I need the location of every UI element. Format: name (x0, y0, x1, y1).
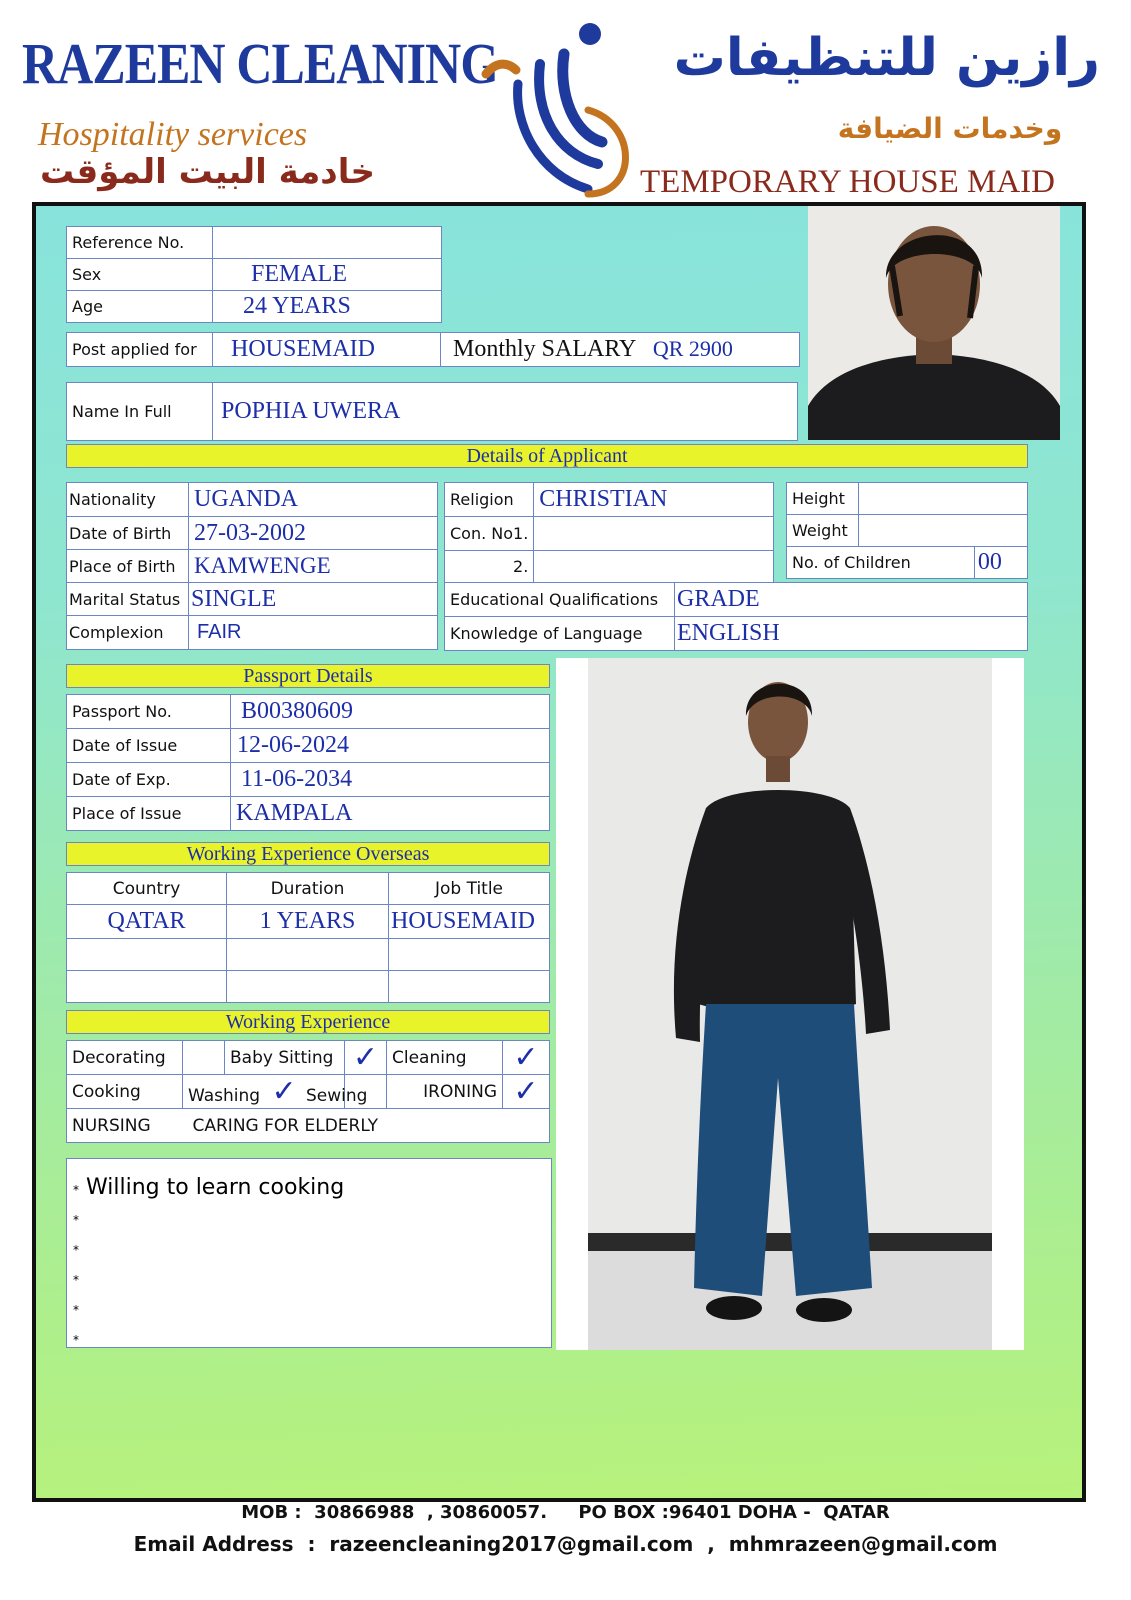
physical-table (786, 482, 1028, 579)
note-bullet: * (73, 1303, 79, 1317)
language-label: Knowledge of Language (445, 617, 675, 651)
education-value: GRADE (675, 583, 1028, 617)
sex-label: Sex (67, 259, 213, 291)
issue-place-label: Place of Issue (67, 797, 231, 831)
note-bullet: * (73, 1183, 79, 1197)
full-body-illustration (556, 658, 1024, 1350)
footer-email: Email Address : razeencleaning2017@gmail.com , mhmrazeen@gmail.com (133, 1532, 998, 1556)
brand-name-en: RAZEEN CLEANING (22, 31, 499, 96)
complexion-value: FAIR (189, 616, 438, 650)
children-value: 00 (974, 547, 1027, 579)
note-bullet: * (73, 1333, 79, 1347)
reference-value (213, 227, 442, 259)
dob-label: Date of Birth (67, 517, 189, 550)
cleaning-check-icon: ✓ (513, 1039, 539, 1075)
row1-country: QATAR (67, 905, 227, 939)
issue-date-label: Date of Issue (67, 729, 231, 763)
nationality-table (66, 482, 438, 650)
experience-section-title: Working Experience (66, 1010, 550, 1034)
skill-washing: Washing (188, 1085, 261, 1106)
baby-sitting-check-icon: ✓ (352, 1039, 379, 1075)
passport-section-title: Passport Details (66, 664, 550, 688)
applicant-portrait-photo (808, 206, 1060, 440)
salary-value: QR 2900 (652, 336, 733, 361)
name-value: POPHIA UWERA (213, 383, 798, 441)
overseas-section-title: Working Experience Overseas (66, 842, 550, 866)
skills-table (66, 1040, 550, 1143)
religion-value: CHRISTIAN (534, 483, 774, 517)
complexion-label: Complexion (67, 616, 189, 650)
row1-job-title: HOUSEMAID (389, 905, 550, 939)
con2-label: 2. (445, 551, 534, 583)
religion-label: Religion (445, 483, 534, 517)
salary-label: Monthly SALARY (453, 336, 637, 362)
post-table (66, 332, 800, 367)
post-value: HOUSEMAID (213, 333, 441, 367)
age-value: 24 YEARS (213, 291, 442, 323)
education-label: Educational Qualifications (445, 583, 675, 617)
pob-value: KAMWENGE (189, 550, 438, 583)
skill-nursing: NURSING (67, 1109, 183, 1143)
skill-cleaning: Cleaning (387, 1041, 503, 1075)
col-duration: Duration (227, 873, 389, 905)
passport-table (66, 694, 550, 831)
details-section-title: Details of Applicant (66, 444, 1028, 468)
ironing-check-icon: ✓ (513, 1073, 539, 1109)
washing-check-icon: ✓ (271, 1073, 297, 1109)
sex-value: FEMALE (213, 259, 442, 291)
brand-subtitle: Hospitality services (38, 116, 308, 153)
col-country: Country (67, 873, 227, 905)
age-label: Age (67, 291, 213, 323)
col-job-title: Job Title (389, 873, 550, 905)
con1-label: Con. No1. (445, 517, 534, 551)
weight-label: Weight (787, 515, 859, 547)
applicant-full-photo (556, 658, 1024, 1350)
footer-contact: MOB : 30866988 , 30860057. PO BOX :96401 DOHA - QATAR (241, 1502, 890, 1523)
brand-name-ar: رازين للتنظيفات (673, 28, 1100, 88)
skill-sewing: Sewing (306, 1085, 368, 1106)
name-label: Name In Full (67, 383, 213, 441)
note-line-1: Willing to learn cooking (86, 1175, 345, 1200)
portrait-illustration (808, 206, 1060, 440)
marital-label: Marital Status (67, 583, 189, 616)
children-label: No. of Children (787, 547, 975, 579)
exp-date-value: 11-06-2034 (231, 763, 550, 797)
name-table (66, 382, 798, 441)
skill-baby-sitting: Baby Sitting (225, 1041, 345, 1075)
skill-decorating: Decorating (67, 1041, 183, 1075)
exp-date-label: Date of Exp. (67, 763, 231, 797)
notes-box (66, 1158, 552, 1348)
issue-place-value: KAMPALA (231, 797, 550, 831)
row1-duration: 1 YEARS (227, 905, 389, 939)
note-bullet: * (73, 1243, 79, 1257)
nationality-value: UGANDA (189, 483, 438, 517)
skill-caring-elderly: CARING FOR ELDERLY (183, 1109, 550, 1143)
passport-no-value: B00380609 (231, 695, 550, 729)
issue-date-value: 12-06-2024 (231, 729, 550, 763)
nationality-label: Nationality (67, 483, 189, 517)
skill-ironing: IRONING (387, 1075, 503, 1109)
skill-cooking: Cooking (67, 1075, 183, 1109)
height-label: Height (787, 483, 859, 515)
passport-no-label: Passport No. (67, 695, 231, 729)
pob-label: Place of Birth (67, 550, 189, 583)
overseas-table (66, 872, 550, 1003)
brand-subtitle-ar: وخدمات الضيافة (837, 112, 1063, 145)
marital-value: SINGLE (189, 583, 438, 616)
brand-arabic-left: خادمة البيت المؤقت (40, 152, 376, 192)
education-table (444, 582, 1028, 651)
religion-table (444, 482, 774, 583)
post-label: Post applied for (67, 333, 213, 367)
dob-value: 27-03-2002 (189, 517, 438, 550)
note-bullet: * (73, 1213, 79, 1227)
language-value: ENGLISH (675, 617, 1028, 651)
reference-label: Reference No. (67, 227, 213, 259)
personal-basic-table (66, 226, 442, 323)
note-bullet: * (73, 1273, 79, 1287)
company-logo-icon (478, 14, 638, 204)
document-type: TEMPORARY HOUSE MAID (640, 164, 1055, 200)
